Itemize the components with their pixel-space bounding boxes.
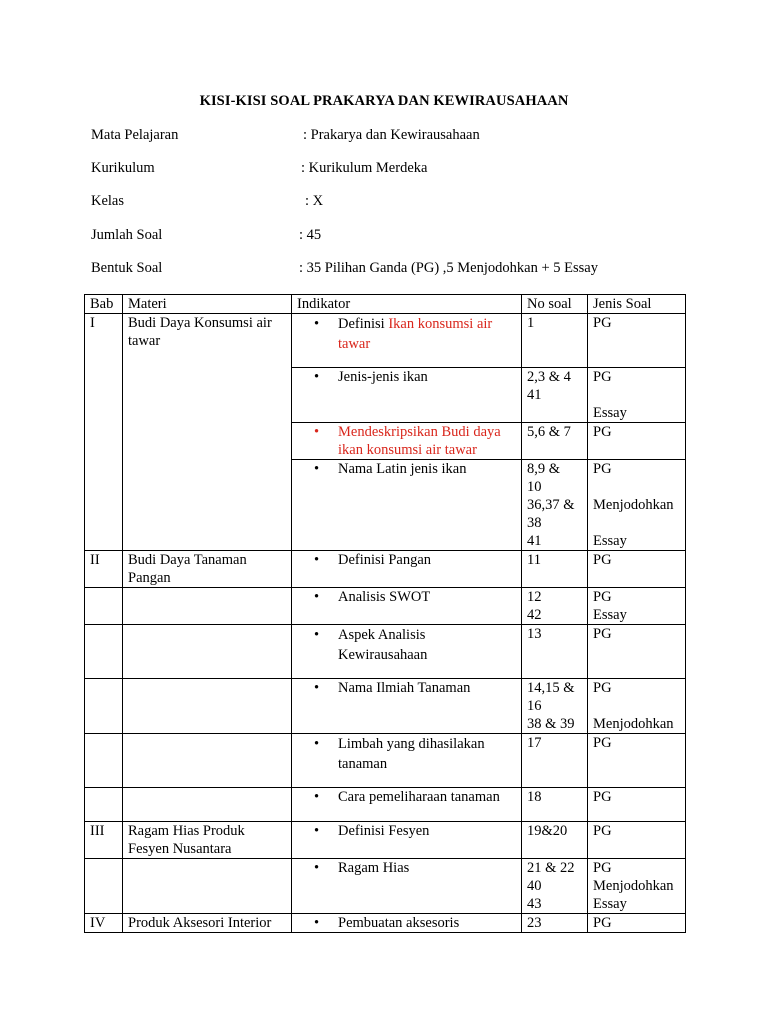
bullet-icon: • <box>314 369 320 385</box>
meta-value-mata-pelajaran: : Prakarya dan Kewirausahaan <box>303 127 480 143</box>
no-soal-value: 23 <box>527 915 542 931</box>
indikator-text: Cara pemeliharaan tanaman <box>338 789 500 805</box>
jenis-soal-value: PG <box>593 735 612 751</box>
indikator-text-highlight: Ikan konsumsi air tawar <box>338 316 493 352</box>
indikator-cell <box>292 460 522 551</box>
table-row <box>85 734 686 788</box>
no-soal-cell <box>522 625 588 679</box>
jenis-soal-value: Essay <box>593 405 627 421</box>
jenis-soal-cell <box>588 914 686 933</box>
bab-cell: IV <box>85 914 123 933</box>
no-soal-value: 14,15 & <box>527 680 575 696</box>
header-no-soal: No soal <box>522 295 588 314</box>
jenis-soal-value: Essay <box>593 533 627 549</box>
jenis-soal-value: PG <box>593 626 612 642</box>
indikator-text: Definisi Pangan <box>338 552 432 568</box>
indikator-text: Jenis-jenis ikan <box>338 369 428 385</box>
indikator-text: Pembuatan aksesoris <box>338 915 460 931</box>
indikator-text: Ragam Hias <box>338 860 410 876</box>
no-soal-value: 11 <box>527 552 541 568</box>
meta-label-kelas: Kelas <box>91 193 125 209</box>
jenis-soal-cell <box>588 460 686 551</box>
materi-cell <box>123 625 292 679</box>
indikator-text: Nama Latin jenis ikan <box>338 461 467 477</box>
jenis-soal-cell <box>588 551 686 588</box>
no-soal-cell <box>522 368 588 423</box>
jenis-soal-value: PG <box>593 369 612 385</box>
table-row <box>85 859 686 914</box>
meta-value-kelas: : X <box>305 193 324 209</box>
materi-cell <box>123 588 292 625</box>
no-soal-value: 13 <box>527 626 542 642</box>
jenis-soal-cell <box>588 679 686 734</box>
no-soal-value: 38 <box>527 515 542 531</box>
jenis-soal-value: Essay <box>593 896 627 912</box>
no-soal-cell <box>522 859 588 914</box>
no-soal-value: 8,9 & <box>527 461 561 477</box>
no-soal-value: 18 <box>527 789 542 805</box>
jenis-soal-cell <box>588 588 686 625</box>
header-indikator: Indikator <box>292 295 522 314</box>
bab-cell <box>85 588 123 625</box>
bab-cell: I <box>85 314 123 551</box>
bullet-icon: • <box>314 461 320 477</box>
materi-cell: Budi Daya Tanaman Pangan <box>123 551 292 588</box>
jenis-soal-value: PG <box>593 589 612 605</box>
document-title: KISI-KISI SOAL PRAKARYA DAN KEWIRAUSAHAAN <box>199 93 569 109</box>
jenis-soal-value: Menjodohkan <box>593 878 674 894</box>
indikator-cell <box>292 625 522 679</box>
jenis-soal-cell <box>588 625 686 679</box>
indikator-cell <box>292 551 522 588</box>
materi-cell: Produk Aksesori Interior <box>123 914 292 933</box>
no-soal-cell <box>522 822 588 859</box>
bullet-icon: • <box>314 915 320 931</box>
indikator-cell <box>292 788 522 822</box>
table-row <box>85 822 686 859</box>
indikator-text: Definisi <box>338 316 389 332</box>
bullet-icon: • <box>314 680 320 696</box>
table-row <box>85 314 686 368</box>
no-soal-cell <box>522 788 588 822</box>
table-row <box>85 551 686 588</box>
table-row <box>85 788 686 822</box>
indikator-text: Aspek Analisis Kewirausahaan <box>338 627 428 663</box>
header-jenis-soal: Jenis Soal <box>588 295 686 314</box>
table-row <box>85 588 686 625</box>
no-soal-cell <box>522 423 588 460</box>
no-soal-cell <box>522 679 588 734</box>
indikator-cell <box>292 423 522 460</box>
meta-label-jumlah-soal: Jumlah Soal <box>91 227 163 243</box>
jenis-soal-cell <box>588 423 686 460</box>
no-soal-value: 17 <box>527 735 542 751</box>
no-soal-value: 41 <box>527 533 542 549</box>
no-soal-value: 10 <box>527 479 542 495</box>
no-soal-cell <box>522 734 588 788</box>
indikator-text: Limbah yang dihasilakan tanaman <box>338 736 485 772</box>
jenis-soal-value: PG <box>593 915 612 931</box>
no-soal-value: 16 <box>527 698 542 714</box>
materi-cell <box>123 734 292 788</box>
indikator-cell <box>292 679 522 734</box>
no-soal-cell <box>522 314 588 368</box>
materi-cell <box>123 859 292 914</box>
bullet-icon: • <box>314 424 320 440</box>
materi-cell <box>123 679 292 734</box>
jenis-soal-cell <box>588 314 686 368</box>
no-soal-value: 38 & 39 <box>527 716 575 732</box>
meta-label-kurikulum: Kurikulum <box>91 160 155 176</box>
no-soal-value: 42 <box>527 607 542 623</box>
bullet-icon: • <box>314 627 320 643</box>
no-soal-value: 1 <box>527 315 535 331</box>
table-row <box>85 914 686 933</box>
bullet-icon: • <box>314 552 320 568</box>
indikator-cell <box>292 822 522 859</box>
jenis-soal-value: Essay <box>593 607 627 623</box>
no-soal-value: 43 <box>527 896 542 912</box>
bab-cell <box>85 859 123 914</box>
jenis-soal-value: Menjodohkan <box>593 497 674 513</box>
materi-cell <box>123 788 292 822</box>
indikator-text: Definisi Fesyen <box>338 823 430 839</box>
bullet-icon: • <box>314 736 320 752</box>
jenis-soal-cell <box>588 859 686 914</box>
meta-label-bentuk-soal: Bentuk Soal <box>91 260 163 276</box>
meta-value-jumlah-soal: : 45 <box>299 227 322 243</box>
bab-cell <box>85 788 123 822</box>
no-soal-value: 2,3 & 4 <box>527 369 571 385</box>
bullet-icon: • <box>314 589 320 605</box>
jenis-soal-value: Menjodohkan <box>593 716 674 732</box>
indikator-text: Nama Ilmiah Tanaman <box>338 680 471 696</box>
no-soal-cell <box>522 914 588 933</box>
no-soal-value: 40 <box>527 878 542 894</box>
bab-cell <box>85 734 123 788</box>
jenis-soal-value: PG <box>593 680 612 696</box>
header-bab: Bab <box>85 295 123 314</box>
jenis-soal-value: PG <box>593 789 612 805</box>
jenis-soal-cell <box>588 788 686 822</box>
bullet-icon: • <box>314 860 320 876</box>
jenis-soal-cell <box>588 368 686 423</box>
jenis-soal-value: PG <box>593 860 612 876</box>
indikator-cell <box>292 588 522 625</box>
no-soal-value: 5,6 & 7 <box>527 424 571 440</box>
materi-cell: Ragam Hias Produk Fesyen Nusantara <box>123 822 292 859</box>
no-soal-cell <box>522 551 588 588</box>
jenis-soal-cell <box>588 734 686 788</box>
materi-cell: Budi Daya Konsumsi air tawar <box>123 314 292 551</box>
no-soal-value: 19&20 <box>527 823 568 839</box>
jenis-soal-value: PG <box>593 424 612 440</box>
indikator-cell <box>292 314 522 368</box>
meta-label-mata-pelajaran: Mata Pelajaran <box>91 127 179 143</box>
bullet-icon: • <box>314 823 320 839</box>
meta-value-bentuk-soal: : 35 Pilihan Ganda (PG) ,5 Menjodohkan + 5 Essay <box>299 260 598 276</box>
header-materi: Materi <box>123 295 292 314</box>
indikator-text-highlight: Mendeskripsikan Budi daya ikan konsumsi air tawar <box>338 424 501 458</box>
no-soal-value: 12 <box>527 589 542 605</box>
indikator-cell <box>292 368 522 423</box>
jenis-soal-value: PG <box>593 823 612 839</box>
meta-value-kurikulum: : Kurikulum Merdeka <box>301 160 428 176</box>
no-soal-cell <box>522 460 588 551</box>
no-soal-cell <box>522 588 588 625</box>
indikator-cell <box>292 914 522 933</box>
no-soal-value: 41 <box>527 387 542 403</box>
kisi-kisi-table <box>84 294 686 933</box>
jenis-soal-value: PG <box>593 552 612 568</box>
indikator-cell <box>292 734 522 788</box>
bab-cell: II <box>85 551 123 588</box>
bullet-icon: • <box>314 789 320 805</box>
bab-cell: III <box>85 822 123 859</box>
indikator-text: Analisis SWOT <box>338 589 431 605</box>
table-header-row <box>85 295 686 314</box>
bab-cell <box>85 625 123 679</box>
jenis-soal-cell <box>588 822 686 859</box>
bab-cell <box>85 679 123 734</box>
indikator-cell <box>292 859 522 914</box>
jenis-soal-value: PG <box>593 461 612 477</box>
bullet-icon: • <box>314 316 320 332</box>
table-row <box>85 679 686 734</box>
no-soal-value: 21 & 22 <box>527 860 575 876</box>
no-soal-value: 36,37 & <box>527 497 575 513</box>
jenis-soal-value: PG <box>593 315 612 331</box>
table-row <box>85 625 686 679</box>
